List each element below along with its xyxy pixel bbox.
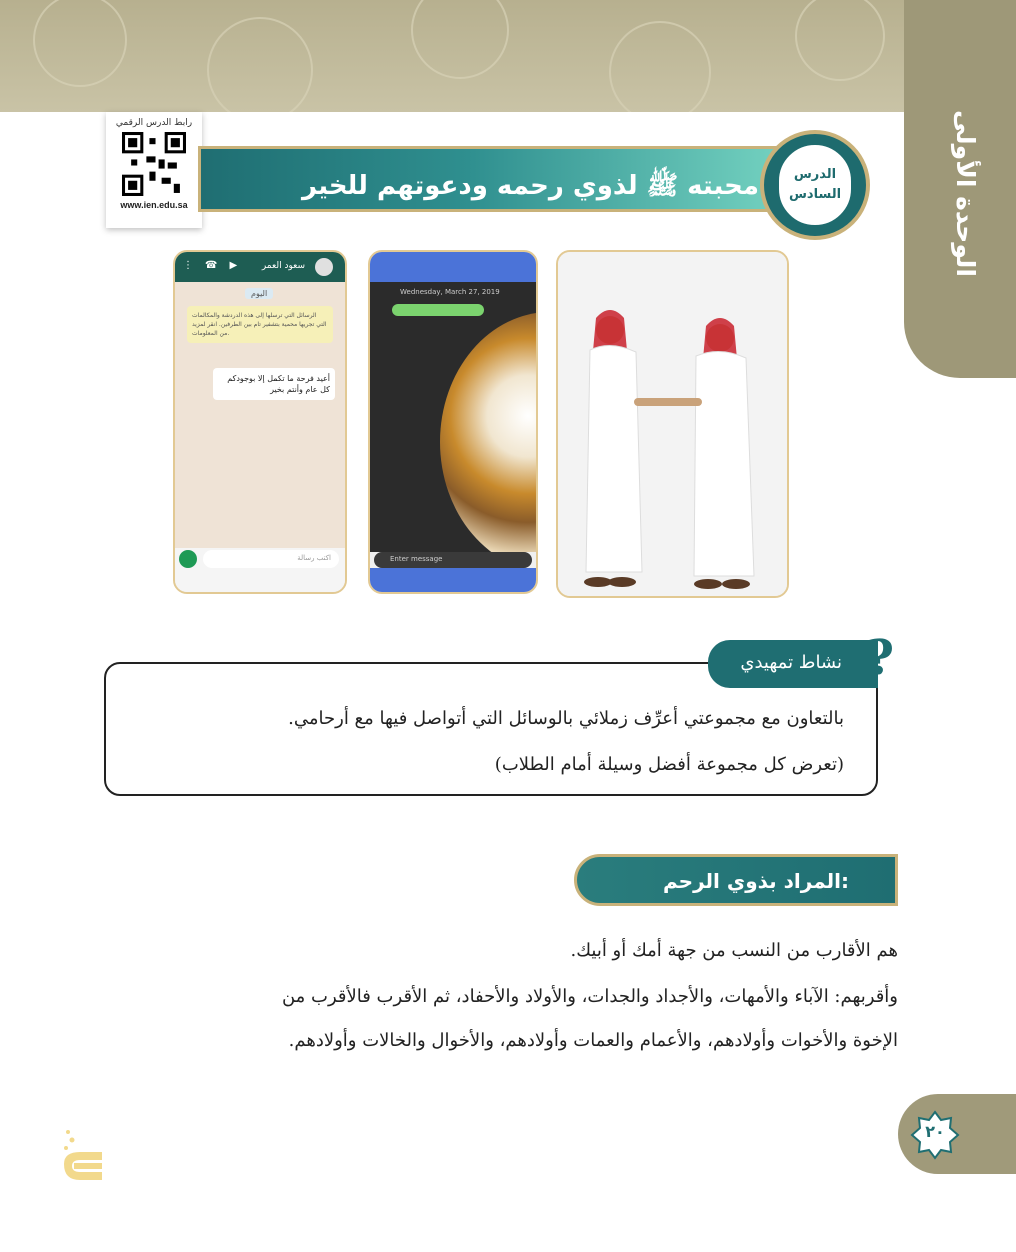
handshake-illustration xyxy=(558,252,787,596)
handshake-photo xyxy=(556,250,789,598)
unit-label: الوحدة الأولى xyxy=(951,110,980,277)
whatsapp-chat xyxy=(175,282,345,548)
whatsapp-date-chip: اليوم xyxy=(245,288,273,299)
lesson-badge-inner xyxy=(777,143,853,227)
qr-code-icon[interactable] xyxy=(122,132,186,196)
page-number: ٢٠ xyxy=(925,1122,945,1141)
whatsapp-input-bar xyxy=(175,548,345,592)
activity-tag-label: نشاط تمهيدي xyxy=(740,652,842,673)
section-banner xyxy=(574,854,898,906)
activity-note: (تعرض كل مجموعة أفضل وسيلة أمام الطلاب) xyxy=(494,754,844,775)
whatsapp-header xyxy=(175,252,345,282)
unit-side-tab xyxy=(904,0,1016,378)
top-decorative-band xyxy=(0,0,1016,112)
whatsapp-message: أعيد فرحة ما تكمل إلا بوجودكم كل عام وأنتم بخير xyxy=(213,368,335,400)
whatsapp-contact-name: سعود العمر xyxy=(261,261,305,271)
sms-message-bubble xyxy=(392,304,484,316)
avatar xyxy=(315,258,333,276)
sms-header xyxy=(370,252,536,282)
sms-input: Enter message xyxy=(374,552,532,568)
activity-instruction: بالتعاون مع مجموعتي أعرِّف زملائي بالوسائل التي أتواصل فيها مع أرحامي. xyxy=(288,708,844,729)
qr-url[interactable]: www.ien.edu.sa xyxy=(120,200,188,210)
lesson-title-bar xyxy=(198,146,798,212)
activity-tag xyxy=(708,640,878,688)
relatives-paragraph-line-1: وأقربهم: الآباء والأمهات، والأجداد والجدات، والأولاد والأحفاد، ثم الأقرب فالأقرب من xyxy=(281,986,898,1007)
qr-caption: رابط الدرس الرقمي xyxy=(115,118,193,128)
marble-wallpaper xyxy=(440,312,536,552)
question-mark-icon: ? xyxy=(866,630,895,686)
badge-line-2: السادس xyxy=(788,187,842,202)
qr-card[interactable] xyxy=(106,112,202,228)
sms-screenshot xyxy=(368,250,538,594)
sms-chat xyxy=(370,282,536,552)
ien-logo-icon xyxy=(60,1126,106,1184)
microphone-icon xyxy=(179,550,197,568)
badge-line-1: الدرس xyxy=(793,167,837,182)
lesson-title: محبته ﷺ لذوي رحمه ودعوتهم للخير xyxy=(302,171,759,201)
definition-paragraph: هم الأقارب من النسب من جهة أمك أو أبيك. xyxy=(570,940,898,961)
whatsapp-header-icons: ⋮☎▶ xyxy=(183,260,250,271)
section-title: المراد بذوي الرحم: xyxy=(663,869,849,893)
whatsapp-screenshot xyxy=(173,250,347,594)
whatsapp-system-note: الرسائل التي ترسلها إلى هذه الدردشة والمكالمات التي تجريها محمية بتشفير تام بين الطرفين. انقر لمزيد من المعلومات. xyxy=(187,306,333,343)
relatives-paragraph-line-2: الإخوة والأخوات وأولادهم، والأعمام والعمات وأولادهم، والأخوال والخالات وأولادهم. xyxy=(288,1030,898,1051)
arabesque-pattern xyxy=(0,0,1016,112)
lesson-number-badge xyxy=(760,130,870,240)
whatsapp-input: اكتب رسالة xyxy=(203,550,339,568)
sms-nav-bar xyxy=(370,568,536,592)
sms-date: Wednesday, March 27, 2019 xyxy=(400,288,500,296)
lesson-banner xyxy=(198,138,870,220)
